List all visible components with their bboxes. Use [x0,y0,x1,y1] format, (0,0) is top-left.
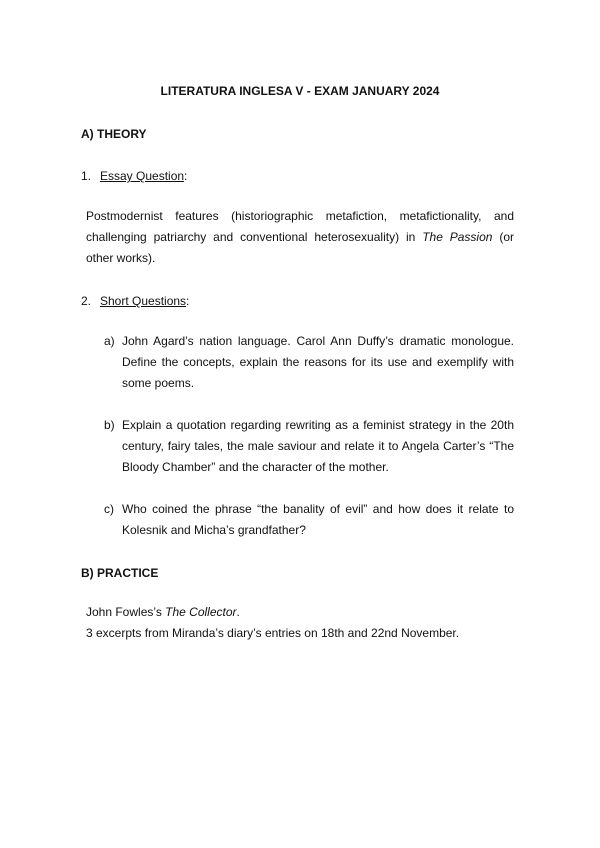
practice-line1-before: John Fowles’s [86,605,166,619]
essay-question-number: 1. [81,169,92,183]
short-question-c [104,499,514,541]
essay-question-colon: : [184,169,188,183]
essay-text-before: Postmodernist features (historiographic metafiction, metafictionality, and challenging patriarchy and conventional heterosexuality) in [86,209,514,244]
practice-line1-italic: The Collector [165,605,237,619]
practice-text-line-2: 3 excerpts from Miranda’s diary’s entries on 18th and 22nd November. [86,626,460,640]
short-question-letter: b) [104,418,115,432]
page-title: LITERATURA INGLESA V - EXAM JANUARY 2024 [160,84,440,98]
practice-text-line-1 [86,602,240,623]
short-questions-number: 2. [81,294,92,308]
short-question-letter: c) [104,502,114,516]
short-question-text: Explain a quotation regarding rewriting as a feminist strategy in the 20th century, fairy tales, the male saviour and relate it to Angela Carter’s “The Bloody Chamber” and the character of the mother. [122,418,514,474]
short-questions-colon: : [186,294,190,308]
short-question-a [104,331,514,394]
short-question-letter: a) [104,334,115,348]
essay-text-italic: The Passion [422,230,493,244]
short-questions-heading [81,294,189,308]
practice-line1-after: . [236,605,240,619]
short-questions-label: Short Questions [100,294,187,308]
short-question-text: John Agard’s nation language. Carol Ann Duffy’s dramatic monologue. Define the concepts, explain the reasons for its use and exemplify with some poems. [122,334,514,390]
essay-question-heading [81,169,187,183]
essay-text-after: (or other works). [86,230,515,265]
short-question-text: Who coined the phrase “the banality of evil” and how does it relate to Kolesnik and Micha’s grandfather? [122,502,514,537]
essay-question-text [86,206,514,269]
theory-heading: A) THEORY [81,127,147,141]
short-question-b [104,415,514,478]
practice-heading: B) PRACTICE [81,566,159,580]
essay-question-label: Essay Question [100,169,185,183]
